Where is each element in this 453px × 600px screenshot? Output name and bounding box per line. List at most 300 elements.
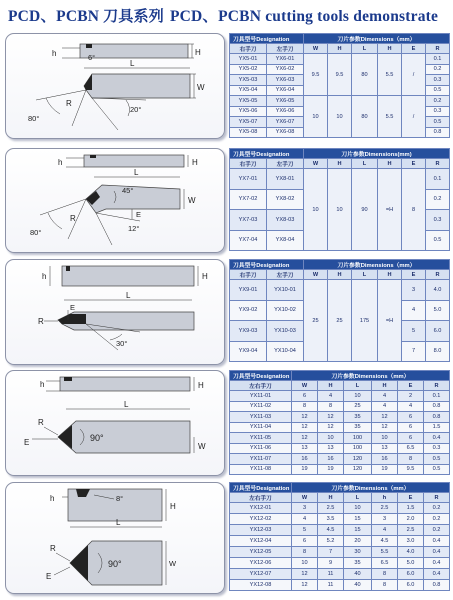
- label-H: H: [170, 502, 176, 511]
- table-row: [230, 580, 450, 591]
- value-h: =H: [378, 169, 402, 251]
- value-E: /: [402, 96, 426, 138]
- table-cell: 19: [318, 464, 344, 475]
- col-left-hand: 左手刀: [267, 44, 304, 54]
- table-cell: 16: [292, 454, 318, 465]
- value-L: 175: [352, 280, 378, 362]
- label-angle-12: 12°: [128, 224, 140, 233]
- value-H: 10: [328, 96, 352, 138]
- table-cell: 8: [318, 401, 344, 412]
- spec-table-4: [229, 370, 450, 475]
- model-left: YX10-01: [267, 280, 304, 301]
- section-3: [5, 259, 449, 365]
- table-cell: YX11-02: [230, 401, 292, 412]
- model-right: YX9-02: [230, 300, 267, 321]
- label-angle-left: 80°: [28, 114, 40, 123]
- table-cell: 4: [372, 525, 398, 536]
- col-E: E: [402, 159, 426, 169]
- value-L: 80: [352, 54, 378, 96]
- label-h: h: [40, 380, 45, 389]
- shank-side-view: [80, 44, 188, 58]
- value-H: 25: [328, 280, 352, 362]
- label-E: E: [70, 303, 76, 312]
- title-en: PCD、PCBN: [8, 8, 100, 25]
- table-cell: YX12-08: [230, 580, 292, 591]
- table-cell: 120: [344, 454, 372, 465]
- label-R: R: [50, 544, 56, 553]
- table-row: [230, 525, 450, 536]
- tool-diagram-5: [6, 483, 224, 593]
- model-right: YX9-03: [230, 321, 267, 342]
- cutting-tip-side: [64, 377, 72, 381]
- table-cell: 20: [344, 536, 372, 547]
- col-H: H: [328, 270, 352, 280]
- table-row: [230, 454, 450, 465]
- table-cell: 8: [372, 569, 398, 580]
- table-cell: 0.5: [424, 454, 450, 465]
- col-W: W: [304, 44, 328, 54]
- table-cell: 12: [292, 433, 318, 444]
- table-cell: 0.4: [424, 547, 450, 558]
- label-W: W: [198, 442, 206, 451]
- cutting-tip-top: [70, 545, 88, 581]
- col-right-hand: 右手刀: [230, 270, 267, 280]
- tool-drawing-1: [5, 33, 225, 139]
- table-cell: YX12-06: [230, 558, 292, 569]
- col-h: H: [378, 159, 402, 169]
- table-cell: 2.5: [318, 503, 344, 514]
- col-L: L: [344, 381, 372, 391]
- col-H: H: [318, 493, 344, 503]
- table-cell: 4: [372, 401, 398, 412]
- table-cell: 10: [344, 503, 372, 514]
- section-2: [5, 148, 449, 253]
- table-cell: 13: [372, 443, 398, 454]
- label-angle-30: 30°: [116, 339, 128, 348]
- value-E: 3: [402, 280, 426, 301]
- dimensions-header: 刀片参数Dimensions(mm): [304, 149, 450, 159]
- col-L: L: [352, 159, 378, 169]
- table-cell: 35: [344, 422, 372, 433]
- value-W: 25: [304, 280, 328, 362]
- label-W: W: [188, 196, 196, 205]
- table-row: [230, 391, 450, 402]
- value-R: 0.1: [426, 54, 450, 65]
- section-5: [5, 482, 449, 594]
- label-angle-90: 90°: [90, 433, 104, 443]
- col-left-hand: 左手刀: [267, 159, 304, 169]
- table-cell: 1.5: [424, 422, 450, 433]
- section-1: [5, 33, 449, 139]
- model-right: YX5-07: [230, 117, 267, 128]
- table-cell: 4: [292, 514, 318, 525]
- label-angle-right: 20°: [130, 105, 142, 114]
- dimensions-header: 刀片参数Dimensions（mm）: [292, 371, 450, 381]
- table-cell: 6: [398, 433, 424, 444]
- label-E: E: [46, 572, 52, 581]
- tool-diagram-1: [6, 34, 224, 138]
- value-W: 10: [304, 169, 328, 251]
- col-W: W: [304, 270, 328, 280]
- label-angle-90: 90°: [108, 559, 122, 569]
- table-cell: 4.5: [372, 536, 398, 547]
- value-R: 0.3: [426, 106, 450, 117]
- table-cell: 35: [344, 558, 372, 569]
- col-E: E: [402, 270, 426, 280]
- tool-diagram-4: [6, 371, 224, 475]
- table-cell: 15: [344, 525, 372, 536]
- label-L: L: [124, 400, 129, 409]
- table-cell: 100: [344, 443, 372, 454]
- value-R: 0.2: [426, 189, 450, 210]
- model-right: YX7-03: [230, 210, 267, 231]
- col-left-hand: 左手刀: [267, 270, 304, 280]
- table-cell: 25: [344, 401, 372, 412]
- table-cell: 6.0: [398, 569, 424, 580]
- table-cell: 12: [318, 422, 344, 433]
- table-row: [230, 169, 450, 190]
- table-cell: YX11-05: [230, 433, 292, 444]
- designation-header: 刀具型号Designation: [230, 260, 304, 270]
- tool-drawing-2: [5, 148, 225, 253]
- table-cell: 6: [292, 536, 318, 547]
- page-title: [8, 4, 453, 26]
- table-cell: 12: [292, 569, 318, 580]
- table-cell: 4.0: [398, 547, 424, 558]
- col-designation: 左右手刀: [230, 493, 292, 503]
- label-E: E: [24, 438, 30, 447]
- table-cell: YX11-01: [230, 391, 292, 402]
- col-W: W: [304, 159, 328, 169]
- col-L: L: [352, 44, 378, 54]
- table-cell: YX12-02: [230, 514, 292, 525]
- col-H: H: [328, 159, 352, 169]
- table-cell: 12: [372, 422, 398, 433]
- col-H: H: [328, 44, 352, 54]
- table-cell: YX11-07: [230, 454, 292, 465]
- designation-header: 刀具型号Designation: [230, 149, 304, 159]
- table-cell: 9.5: [398, 464, 424, 475]
- table-cell: 13: [318, 443, 344, 454]
- table-cell: YX12-04: [230, 536, 292, 547]
- model-right: YX5-05: [230, 96, 267, 107]
- cutting-tip-top: [58, 314, 86, 324]
- value-E: 5: [402, 321, 426, 342]
- model-left: YX6-06: [267, 106, 304, 117]
- value-H: 10: [328, 169, 352, 251]
- shank-side-view: [60, 377, 190, 391]
- label-h: h: [50, 494, 55, 503]
- col-W: W: [292, 381, 318, 391]
- table-cell: 4: [372, 391, 398, 402]
- table-cell: 5.5: [372, 547, 398, 558]
- table-cell: 6.5: [372, 558, 398, 569]
- table-cell: YX11-06: [230, 443, 292, 454]
- model-right: YX5-01: [230, 54, 267, 65]
- table-cell: 5.2: [318, 536, 344, 547]
- table-row: [230, 547, 450, 558]
- label-H: H: [198, 381, 204, 390]
- table-cell: 0.5: [424, 464, 450, 475]
- cutting-tip-top: [58, 425, 72, 449]
- dimensions-header: 刀片参数Dimensions（mm）: [292, 483, 450, 493]
- table-cell: 0.8: [424, 580, 450, 591]
- spec-table-1: [229, 33, 450, 138]
- model-right: YX5-02: [230, 64, 267, 75]
- table-row: [230, 412, 450, 423]
- label-R: R: [70, 214, 76, 223]
- table-cell: YX12-01: [230, 503, 292, 514]
- designation-header: 刀具型号Designation: [230, 483, 292, 493]
- model-left: YX10-02: [267, 300, 304, 321]
- table-cell: 6: [398, 422, 424, 433]
- label-angle-top: 6°: [88, 53, 96, 62]
- cutting-tip-side: [86, 44, 92, 48]
- model-left: YX10-03: [267, 321, 304, 342]
- table-row: [230, 536, 450, 547]
- spec-table-5: [229, 482, 450, 591]
- table-cell: 0.4: [424, 536, 450, 547]
- col-h: H: [378, 44, 402, 54]
- table-cell: 3.5: [318, 514, 344, 525]
- table-cell: 10: [292, 558, 318, 569]
- shank-side-view: [84, 155, 184, 167]
- col-R: R: [426, 159, 450, 169]
- designation-header: 刀具型号Designation: [230, 371, 292, 381]
- cutting-tip-side: [90, 155, 96, 158]
- label-angle-8: 8°: [116, 494, 124, 503]
- section-4: [5, 370, 449, 476]
- title-en-2: PCD、PCBN cutting tools demonstrate: [169, 8, 439, 25]
- designation-header: 刀具型号Designation: [230, 34, 304, 44]
- label-R: R: [38, 418, 44, 427]
- value-R: 0.8: [426, 127, 450, 138]
- shank-top-view: [58, 421, 190, 453]
- label-R: R: [66, 99, 72, 108]
- value-R: 0.5: [426, 117, 450, 128]
- shank-side-view: [62, 266, 194, 286]
- label-h: h: [52, 49, 57, 58]
- table-cell: 3: [292, 503, 318, 514]
- value-W: 9.5: [304, 54, 328, 96]
- value-E: 4: [402, 300, 426, 321]
- table-cell: 6.0: [398, 580, 424, 591]
- value-L: 80: [352, 96, 378, 138]
- label-H: H: [202, 272, 208, 281]
- label-L: L: [126, 291, 131, 300]
- table-cell: 16: [372, 454, 398, 465]
- col-H: H: [318, 381, 344, 391]
- col-E: E: [398, 493, 424, 503]
- table-cell: 2.5: [372, 503, 398, 514]
- value-E: 8: [402, 169, 426, 251]
- table-cell: 0.8: [424, 412, 450, 423]
- model-right: YX7-02: [230, 189, 267, 210]
- value-R: 0.2: [426, 96, 450, 107]
- col-R: R: [426, 270, 450, 280]
- label-h: h: [42, 272, 47, 281]
- table-cell: 35: [344, 412, 372, 423]
- value-E: 7: [402, 341, 426, 362]
- table-cell: 8: [292, 401, 318, 412]
- col-h: H: [372, 381, 398, 391]
- table-row: [230, 514, 450, 525]
- value-R: 8.0: [426, 341, 450, 362]
- label-W: W: [169, 559, 177, 568]
- table-cell: 0.2: [424, 503, 450, 514]
- value-R: 0.5: [426, 230, 450, 251]
- value-R: 5.0: [426, 300, 450, 321]
- table-row: [230, 280, 450, 301]
- table-row: [230, 433, 450, 444]
- model-right: YX7-04: [230, 230, 267, 251]
- model-left: YX6-01: [267, 54, 304, 65]
- model-left: YX6-02: [267, 64, 304, 75]
- model-right: YX5-08: [230, 127, 267, 138]
- col-L: L: [344, 493, 372, 503]
- model-left: YX8-03: [267, 210, 304, 231]
- table-cell: 8: [372, 580, 398, 591]
- value-h: 5.5: [378, 96, 402, 138]
- table-cell: 12: [292, 580, 318, 591]
- table-cell: 6: [398, 412, 424, 423]
- model-right: YX9-04: [230, 341, 267, 362]
- model-right: YX5-04: [230, 85, 267, 96]
- model-left: YX10-04: [267, 341, 304, 362]
- label-W: W: [197, 83, 205, 92]
- value-R: 0.3: [426, 75, 450, 86]
- label-angle-left: 80°: [30, 228, 42, 237]
- tool-drawing-4: [5, 370, 225, 476]
- model-left: YX8-02: [267, 189, 304, 210]
- table-cell: 3.0: [398, 536, 424, 547]
- table-cell: 9: [318, 558, 344, 569]
- label-H: H: [192, 158, 198, 167]
- label-L: L: [134, 168, 139, 177]
- label-R: R: [38, 317, 44, 326]
- col-h: H: [378, 270, 402, 280]
- table-cell: 4: [318, 391, 344, 402]
- model-left: YX6-04: [267, 85, 304, 96]
- value-h: =H: [378, 280, 402, 362]
- table-cell: 15: [344, 514, 372, 525]
- tool-drawing-5: [5, 482, 225, 594]
- value-L: 90: [352, 169, 378, 251]
- table-cell: YX12-05: [230, 547, 292, 558]
- model-left: YX6-07: [267, 117, 304, 128]
- value-R: 4.0: [426, 280, 450, 301]
- table-cell: 30: [344, 547, 372, 558]
- table-cell: 12: [292, 422, 318, 433]
- value-H: 9.5: [328, 54, 352, 96]
- table-row: [230, 401, 450, 412]
- table-cell: 4: [398, 401, 424, 412]
- table-cell: 40: [344, 569, 372, 580]
- table-cell: YX12-07: [230, 569, 292, 580]
- table-cell: 12: [318, 412, 344, 423]
- table-cell: 0.8: [424, 401, 450, 412]
- col-E: E: [402, 44, 426, 54]
- model-left: YX8-01: [267, 169, 304, 190]
- col-E: E: [398, 381, 424, 391]
- table-cell: 8: [292, 547, 318, 558]
- value-R: 0.5: [426, 85, 450, 96]
- value-E: /: [402, 54, 426, 96]
- table-cell: 2: [398, 391, 424, 402]
- table-cell: 40: [344, 580, 372, 591]
- table-cell: 2.5: [398, 525, 424, 536]
- table-cell: 0.4: [424, 433, 450, 444]
- table-row: [230, 443, 450, 454]
- model-right: YX5-03: [230, 75, 267, 86]
- table-cell: 2.0: [398, 514, 424, 525]
- dimensions-header: 刀片参数Dimensions（mm）: [304, 34, 450, 44]
- tool-diagram-2: [6, 149, 224, 252]
- table-row: [230, 54, 450, 65]
- label-H: H: [195, 48, 201, 57]
- table-cell: 10: [372, 433, 398, 444]
- table-cell: 6.5: [398, 443, 424, 454]
- col-W: W: [292, 493, 318, 503]
- table-row: [230, 96, 450, 107]
- model-left: YX6-03: [267, 75, 304, 86]
- spec-table-3: [229, 259, 450, 362]
- model-left: YX6-05: [267, 96, 304, 107]
- col-right-hand: 右手刀: [230, 44, 267, 54]
- table-row: [230, 558, 450, 569]
- table-cell: YX11-03: [230, 412, 292, 423]
- value-R: 0.3: [426, 210, 450, 231]
- table-cell: 0.1: [424, 391, 450, 402]
- table-cell: 12: [372, 412, 398, 423]
- table-cell: 0.4: [424, 569, 450, 580]
- model-right: YX7-01: [230, 169, 267, 190]
- table-cell: 10: [344, 391, 372, 402]
- col-h: h: [372, 493, 398, 503]
- dimensions-header: 刀片参数Dimensions（mm）: [304, 260, 450, 270]
- table-cell: YX11-08: [230, 464, 292, 475]
- cutting-tip-side: [66, 266, 70, 271]
- value-R: 0.1: [426, 169, 450, 190]
- table-cell: 11: [318, 580, 344, 591]
- value-h: 5.5: [378, 54, 402, 96]
- table-cell: YX12-03: [230, 525, 292, 536]
- table-cell: 10: [318, 433, 344, 444]
- value-W: 10: [304, 96, 328, 138]
- col-R: R: [424, 493, 450, 503]
- table-row: [230, 464, 450, 475]
- col-designation: 左右手刀: [230, 381, 292, 391]
- model-right: YX9-01: [230, 280, 267, 301]
- spec-table-2: [229, 148, 450, 251]
- model-left: YX6-08: [267, 127, 304, 138]
- shank-top-view: [84, 74, 190, 98]
- cutting-tip-top: [84, 74, 92, 90]
- table-cell: 11: [318, 569, 344, 580]
- table-row: [230, 422, 450, 433]
- table-cell: 1.5: [398, 503, 424, 514]
- table-cell: 3: [372, 514, 398, 525]
- table-cell: 19: [372, 464, 398, 475]
- label-angle-45: 45°: [122, 186, 134, 195]
- table-row: [230, 569, 450, 580]
- model-right: YX5-06: [230, 106, 267, 117]
- col-R: R: [424, 381, 450, 391]
- table-cell: 16: [318, 454, 344, 465]
- col-L: L: [352, 270, 378, 280]
- value-R: 6.0: [426, 321, 450, 342]
- label-L: L: [116, 518, 121, 527]
